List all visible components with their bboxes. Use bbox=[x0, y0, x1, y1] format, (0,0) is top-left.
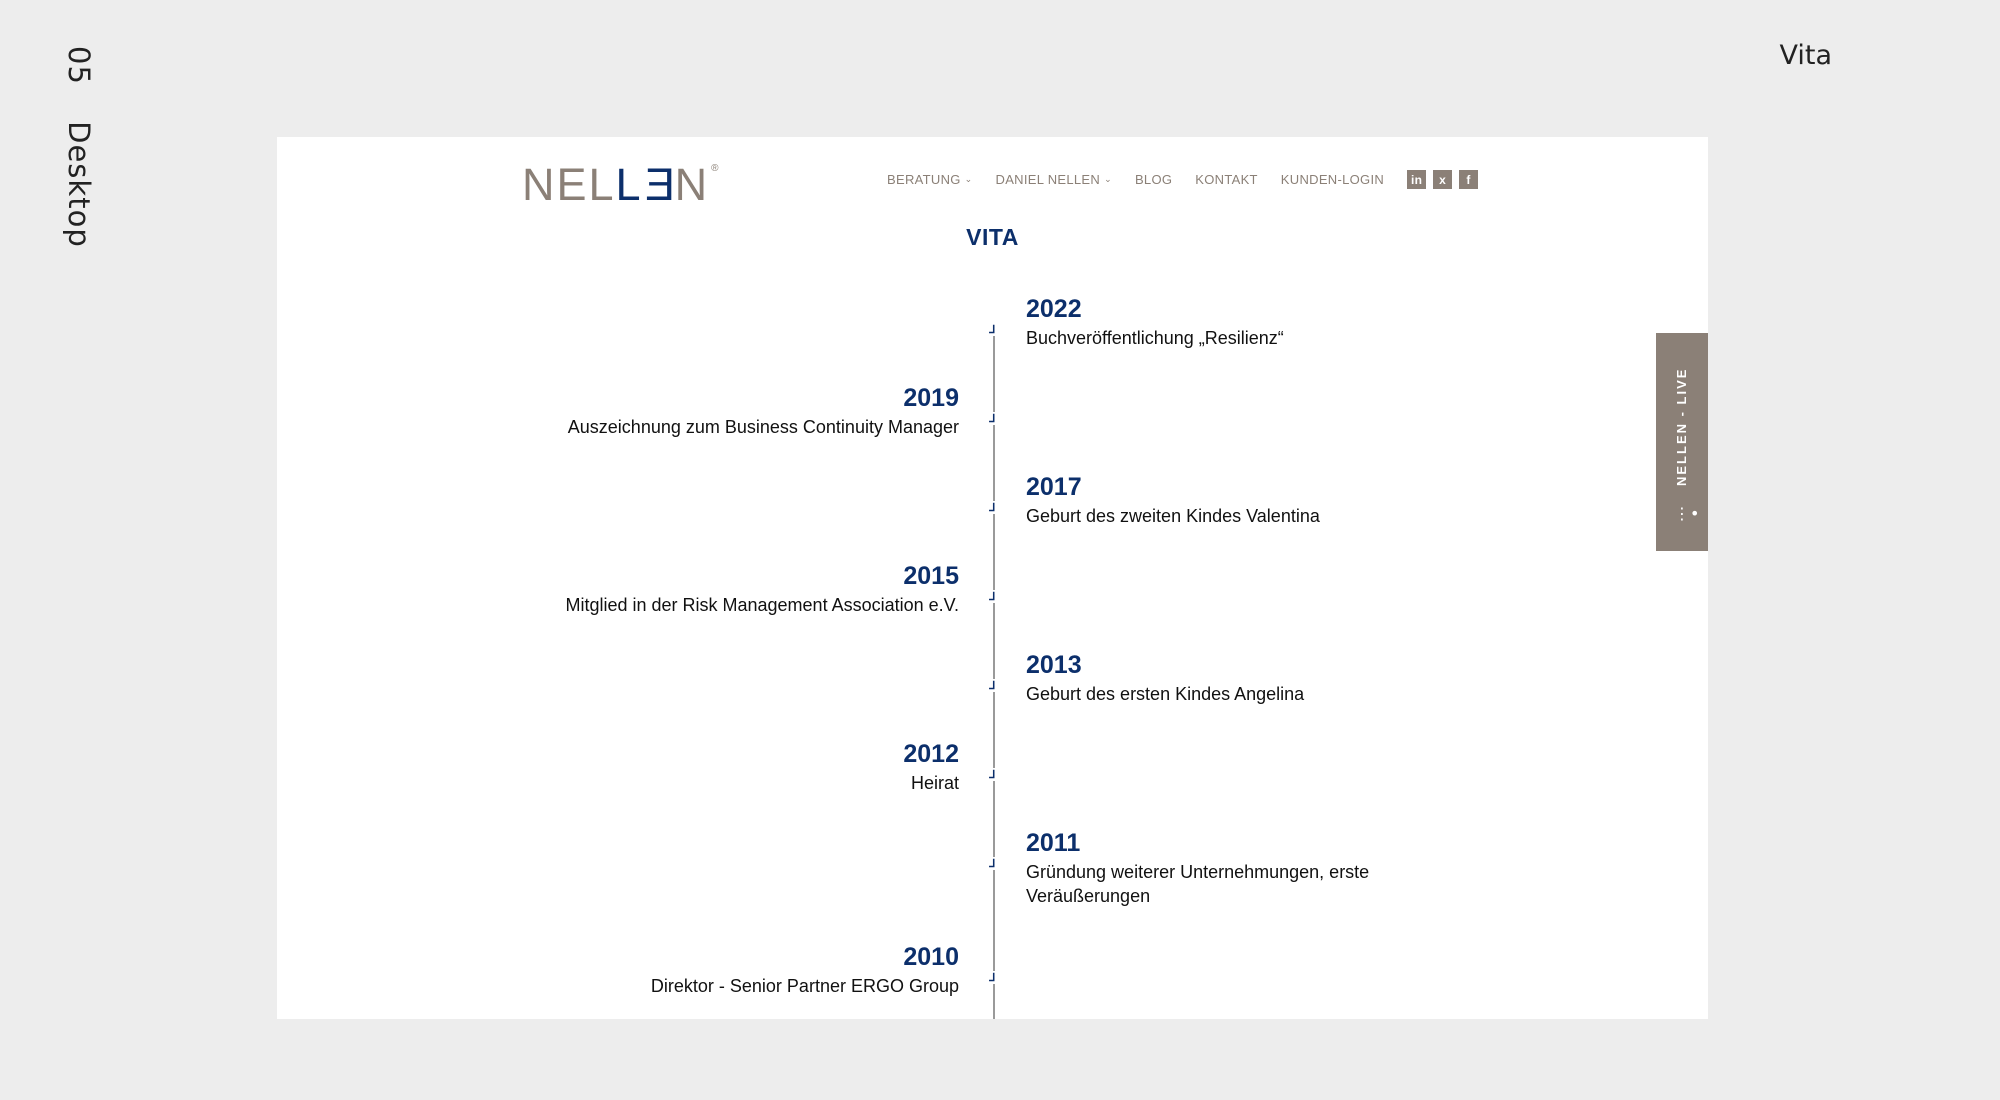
timeline-marker-icon: ᒧ bbox=[986, 679, 998, 692]
timeline-year: 2012 bbox=[903, 740, 959, 768]
timeline-text: Mitglied in der Risk Management Association e.V. bbox=[565, 595, 959, 615]
live-tab-label: NELLEN - LIVE bbox=[1674, 367, 1689, 486]
linkedin-icon[interactable]: in bbox=[1407, 170, 1426, 189]
timeline-text: Auszeichnung zum Business Continuity Manager bbox=[567, 417, 959, 437]
timeline-text: Direktor - Senior Partner ERGO Group bbox=[650, 976, 959, 996]
nav-label: KUNDEN-LOGIN bbox=[1280, 172, 1385, 187]
chevron-down-icon: ⌄ bbox=[964, 174, 973, 184]
facebook-icon[interactable]: f bbox=[1459, 170, 1478, 189]
timeline-entry bbox=[1026, 650, 1446, 706]
timeline-marker-icon: ᒧ bbox=[986, 412, 998, 425]
logo-text-mid: L bbox=[615, 159, 643, 210]
logo-text-mid2: E bbox=[642, 159, 675, 210]
timeline-line bbox=[993, 333, 995, 1019]
nav-daniel-nellen[interactable] bbox=[996, 172, 1112, 187]
timeline-year: 2010 bbox=[903, 943, 959, 971]
page-title: VITA bbox=[966, 224, 1019, 250]
chevron-down-icon: ⌄ bbox=[1104, 174, 1112, 184]
xing-icon[interactable]: x bbox=[1433, 170, 1452, 189]
timeline-year: 2013 bbox=[1026, 651, 1082, 679]
timeline-marker-icon: ᒧ bbox=[986, 501, 998, 514]
timeline-year: 2015 bbox=[903, 562, 959, 590]
nav-label: KONTAKT bbox=[1195, 172, 1258, 187]
slide-number: 05 bbox=[62, 46, 96, 85]
timeline-text: Heirat bbox=[910, 773, 959, 793]
logo-registered: ® bbox=[711, 163, 721, 174]
timeline-marker-icon: ᒧ bbox=[986, 590, 998, 603]
timeline-text: Geburt des ersten Kindes Angelina bbox=[1026, 684, 1305, 704]
timeline-entry bbox=[539, 561, 959, 617]
website-frame bbox=[277, 137, 1708, 1019]
timeline-text: Gründung weiterer Unternehmungen, erste Veräußerungen bbox=[1026, 862, 1370, 906]
timeline-entry bbox=[539, 942, 959, 998]
timeline-entry bbox=[539, 739, 959, 795]
page-label: Vita bbox=[1779, 40, 1832, 71]
slide-label bbox=[62, 46, 96, 248]
timeline-entry bbox=[1026, 294, 1446, 350]
nav-blog[interactable] bbox=[1135, 172, 1172, 187]
people-icon: ⋮• bbox=[1674, 504, 1700, 523]
timeline-entry bbox=[539, 383, 959, 439]
logo-text-right: N bbox=[674, 159, 710, 210]
timeline-marker-icon: ᒧ bbox=[986, 857, 998, 870]
timeline-year: 2017 bbox=[1026, 473, 1082, 501]
timeline-text: Geburt des zweiten Kindes Valentina bbox=[1026, 506, 1320, 526]
timeline-entry bbox=[1026, 472, 1446, 528]
timeline-text: Buchveröffentlichung „Resilienz“ bbox=[1026, 328, 1284, 348]
slide-title: Desktop bbox=[62, 121, 96, 248]
nav-beratung[interactable] bbox=[887, 172, 973, 187]
nellen-live-tab[interactable] bbox=[1656, 333, 1708, 551]
nav-label: BERATUNG bbox=[887, 172, 961, 187]
timeline-entry bbox=[1026, 828, 1406, 908]
timeline-year: 2022 bbox=[1026, 295, 1082, 323]
nav-kontakt[interactable] bbox=[1195, 172, 1258, 187]
logo-text-left: NEL bbox=[522, 159, 616, 210]
social-links bbox=[1407, 170, 1478, 189]
nav-label: DANIEL NELLEN bbox=[995, 172, 1101, 187]
nav-label: BLOG bbox=[1134, 172, 1173, 187]
nav-kunden-login[interactable] bbox=[1281, 172, 1384, 187]
main-nav bbox=[887, 170, 1478, 189]
timeline-marker-icon: ᒧ bbox=[986, 971, 998, 984]
nellen-logo[interactable] bbox=[522, 159, 720, 211]
timeline-marker-icon: ᒧ bbox=[986, 323, 998, 336]
timeline-year: 2011 bbox=[1026, 829, 1081, 857]
timeline-year: 2019 bbox=[903, 384, 959, 412]
timeline-marker-icon: ᒧ bbox=[986, 768, 998, 781]
